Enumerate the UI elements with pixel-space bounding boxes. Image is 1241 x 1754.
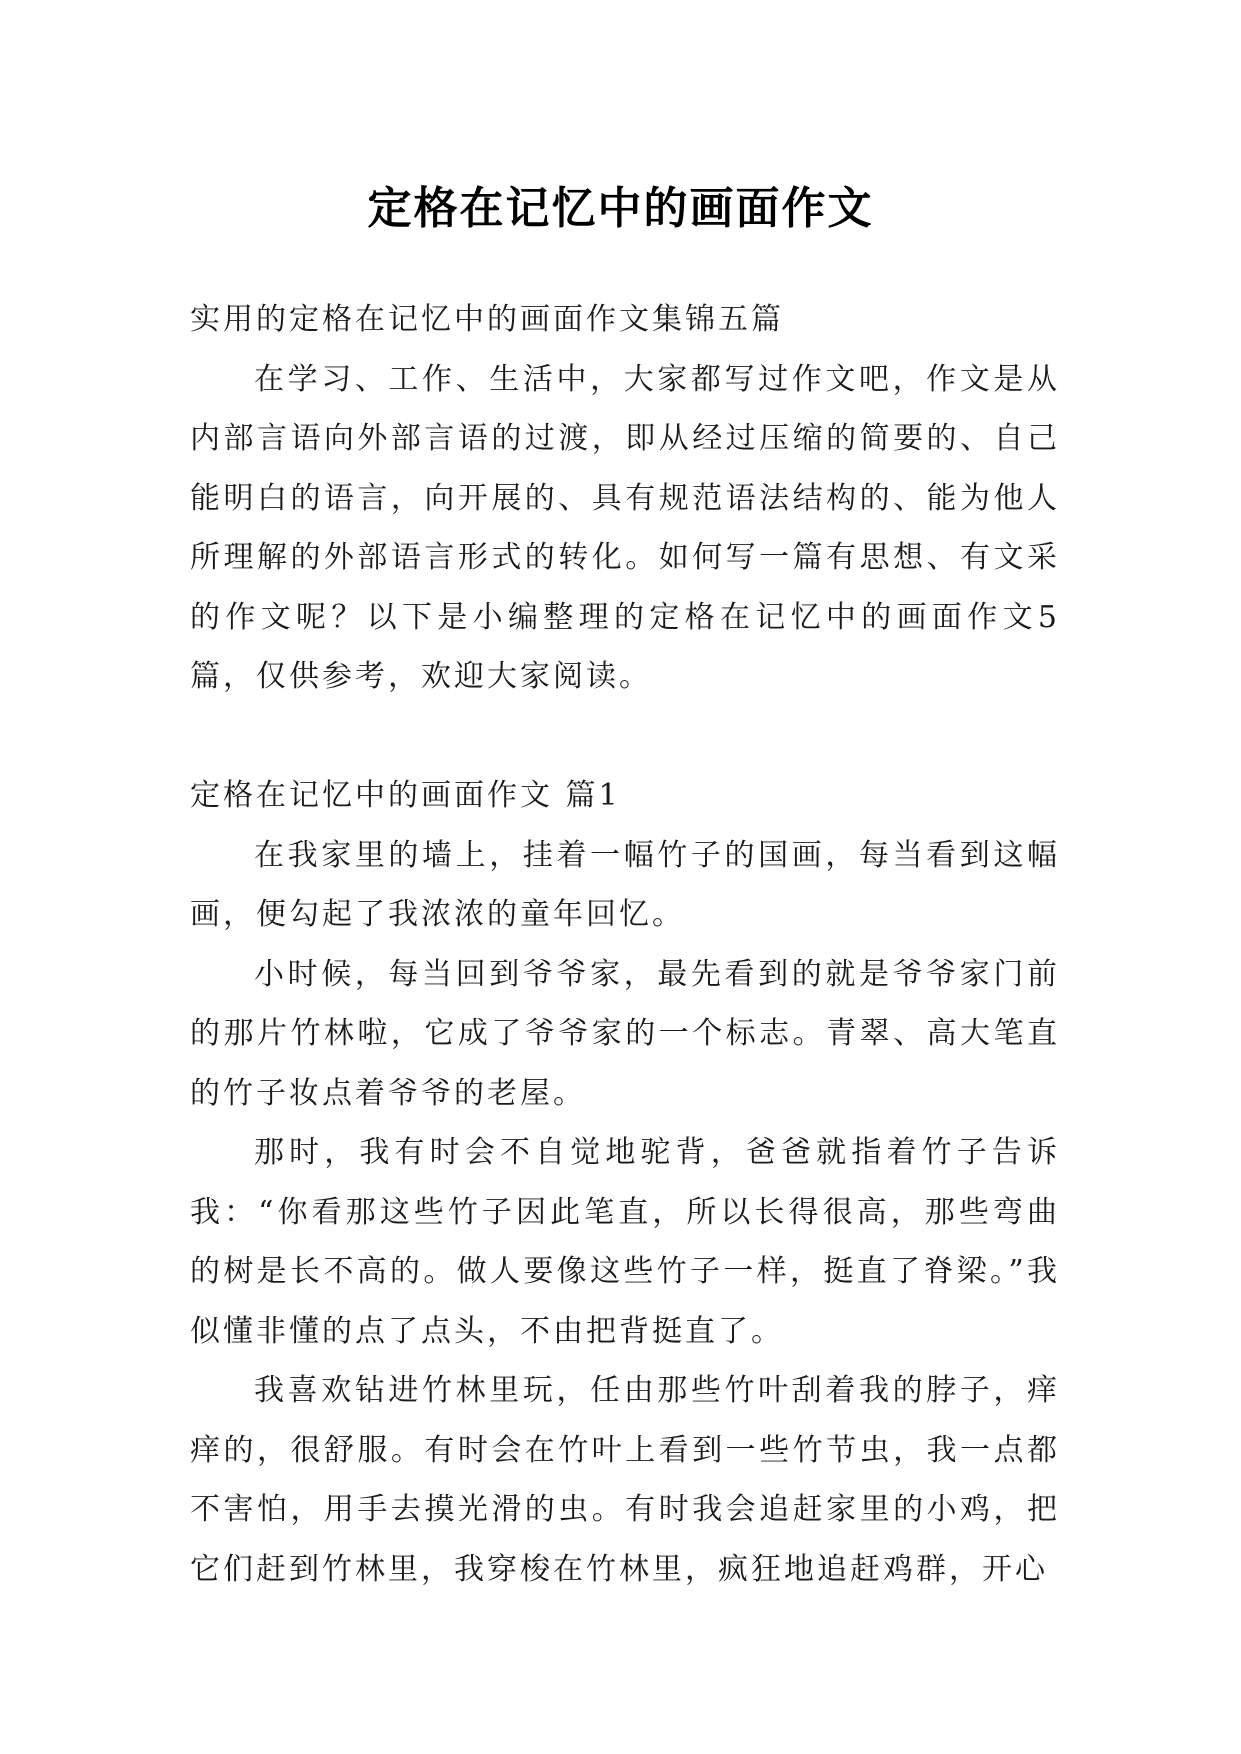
essay-paragraph: 我喜欢钻进竹林里玩，任由那些竹叶刮着我的脖子，痒痒的，很舒服。有时会在竹叶上看到一些竹节虫，我一点都不害怕，用手去摸光滑的虫。有时我会追赶家里的小鸡，把它们赶到竹林里，我穿梭在竹林里，疯狂地追赶鸡群，开心 [190, 1373, 1060, 1587]
essay-paragraph: 在我家里的墙上，挂着一幅竹子的国画，每当看到这幅画，便勾起了我浓浓的童年回忆。 [190, 837, 1060, 932]
document-title: 定格在记忆中的画面作文 [367, 183, 874, 235]
section-spacer [190, 707, 1060, 767]
essay-paragraph: 那时，我有时会不自觉地驼背，爸爸就指着竹子告诉我：“你看那这些竹子因此笔直，所以长得很高，那些弯曲的树是长不高的。做人要像这些竹子一样，挺直了脊梁。”我似懂非懂的点了点头，不由把背挺直了。 [190, 1135, 1060, 1349]
essay-paragraph: 小时候，每当回到爷爷家，最先看到的就是爷爷家门前的那片竹林啦，它成了爷爷家的一个标志。青翠、高大笔直的竹子妆点着爷爷的老屋。 [190, 956, 1060, 1111]
section-heading: 定格在记忆中的画面作文 篇1 [190, 778, 621, 813]
document-body [190, 290, 1060, 1599]
document-subtitle: 实用的定格在记忆中的画面作文集锦五篇 [190, 302, 784, 337]
intro-paragraph: 在学习、工作、生活中，大家都写过作文吧，作文是从内部言语向外部言语的过渡，即从经过压缩的简要的、自己能明白的语言，向开展的、具有规范语法结构的、能为他人所理解的外部语言形式的转化。如何写一篇有思想、有文采的作文呢？以下是小编整理的定格在记忆中的画面作文5篇，仅供参考，欢迎大家阅读。 [190, 361, 1060, 694]
